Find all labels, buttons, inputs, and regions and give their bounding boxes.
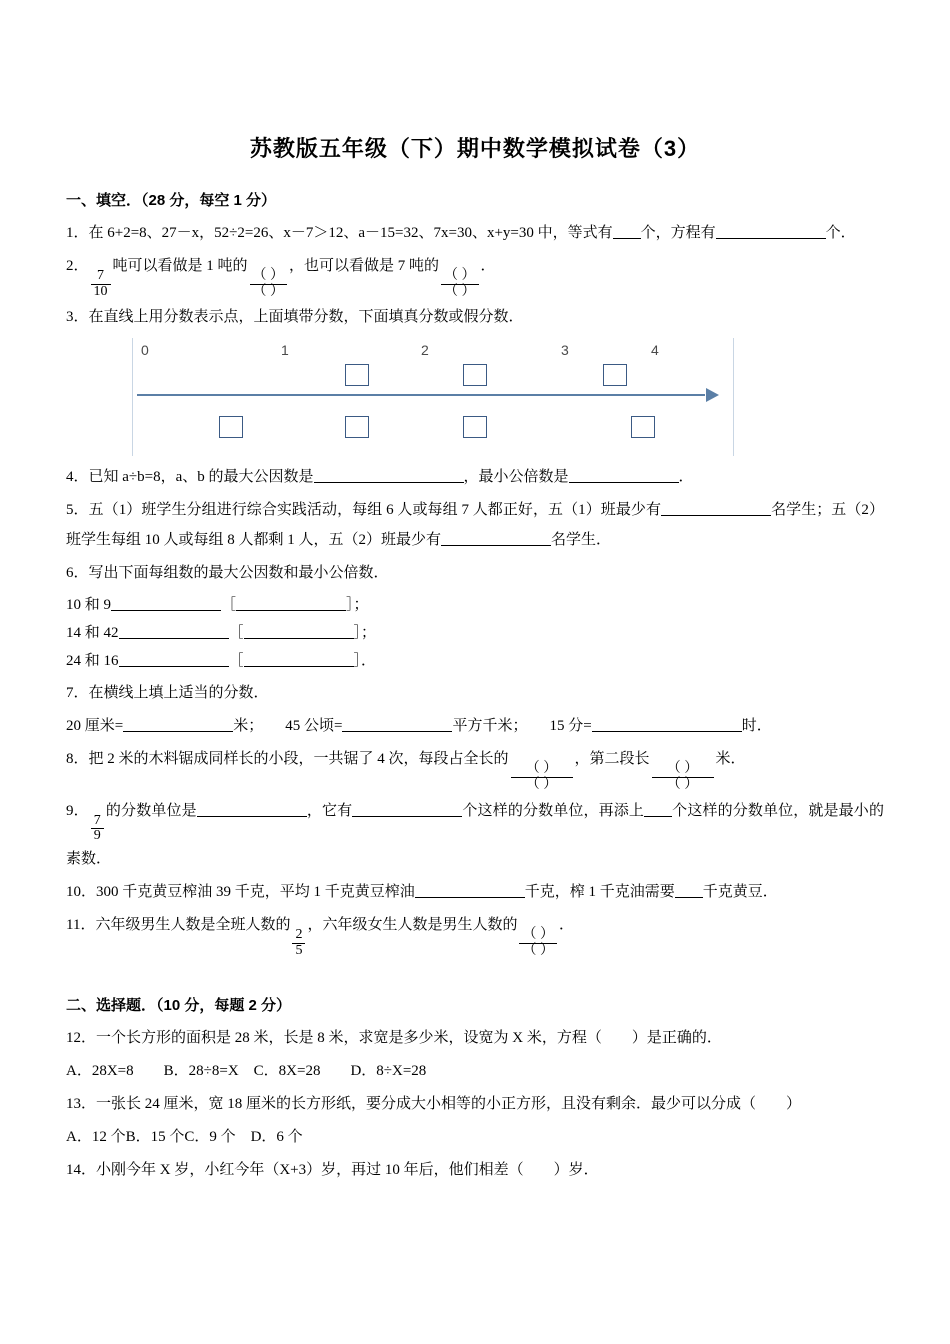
number-line-figure bbox=[132, 338, 734, 456]
number-line-axis bbox=[137, 394, 705, 396]
question-11-number: 11． bbox=[66, 917, 96, 934]
question-7-text: 在横线上填上适当的分数． bbox=[88, 685, 269, 702]
question-1-number: 1． bbox=[66, 225, 89, 241]
question-14-text: 小刚今年 X 岁，小红今年（X+3）岁，再过 10 年后，他们相差（ ）岁． bbox=[96, 1161, 599, 1178]
question-7-unit-c-tail: 时． bbox=[741, 718, 772, 735]
answer-blank[interactable] bbox=[613, 223, 641, 239]
fraction-answer-box[interactable]: $\frac{( )}{( )}$ bbox=[652, 762, 714, 792]
question-4-text-c: ． bbox=[678, 469, 694, 486]
question-7-unit-a: 20 厘米= bbox=[66, 718, 124, 735]
answer-blank[interactable] bbox=[342, 716, 452, 732]
question-11-text-b: ，六年级女生人数是男生人数的 bbox=[307, 917, 518, 934]
number-line-box-bottom[interactable] bbox=[631, 416, 655, 438]
question-2-text-a: 吨可以看做是 1 吨的 bbox=[112, 258, 248, 274]
answer-blank[interactable] bbox=[197, 801, 307, 817]
question-7-number: 7． bbox=[66, 685, 89, 702]
question-6-pair-3: 24 和 16 bbox=[66, 653, 119, 670]
fraction-2-5: $\frac{2}{5}$ bbox=[292, 928, 305, 958]
question-6-line-3: 24 和 16 ［ ］． bbox=[66, 653, 377, 670]
question-9-text-a: 的分数单位是 bbox=[105, 802, 197, 819]
question-6-number: 6． bbox=[66, 565, 89, 582]
question-2-number: 2． bbox=[66, 258, 89, 274]
number-line-labels bbox=[133, 342, 733, 364]
question-8-text-a: 把 2 米的木料锯成同样长的小段，一共锯了 4 次，每段占全长的 bbox=[88, 751, 509, 768]
number-line-box-bottom[interactable] bbox=[219, 416, 243, 438]
question-2-text-b: ，也可以看做是 7 吨的 bbox=[289, 258, 440, 274]
number-line-label-4: 4 bbox=[651, 342, 659, 359]
answer-blank-gcd[interactable] bbox=[111, 595, 221, 611]
question-9-number: 9． bbox=[66, 802, 89, 819]
answer-blank-lcm[interactable] bbox=[244, 651, 354, 667]
question-11-text-a: 六年级男生人数是全班人数的 bbox=[95, 917, 291, 934]
question-14 bbox=[66, 1155, 884, 1185]
question-13-number: 13． bbox=[66, 1095, 97, 1112]
answer-blank-lcm[interactable] bbox=[236, 595, 346, 611]
question-6-tail-1: ； bbox=[353, 597, 369, 614]
question-6-pair-1: 10 和 9 bbox=[66, 597, 112, 614]
question-5-number: 5． bbox=[66, 502, 89, 519]
fraction-answer-box[interactable]: $\frac{( )}{( )}$ bbox=[441, 269, 479, 299]
number-line-arrow-icon bbox=[706, 388, 719, 402]
number-line-box-top[interactable] bbox=[463, 364, 487, 386]
section-heading-multiple-choice: 二、选择题．（10 分，每题 2 分） bbox=[66, 996, 292, 1014]
fraction-answer-box[interactable]: $\frac{( )}{( )}$ bbox=[511, 762, 573, 792]
fraction-7-10: $\frac{7}{10}$ bbox=[91, 269, 111, 299]
question-5-text-b: 名学生；五（2）班学生每组 10 人或每组 8 人都剩 1 人，五（2）班最少有 bbox=[66, 502, 884, 549]
question-6-pair-2: 14 和 42 bbox=[66, 625, 119, 642]
answer-blank-gcd[interactable] bbox=[119, 623, 229, 639]
number-line-label-3: 3 bbox=[561, 342, 569, 359]
question-5-text-a: 五（1）班学生分组进行综合实践活动，每组 6 人或每组 7 人都正好，五（1）班最少有 bbox=[88, 502, 662, 519]
question-10-text-c: 千克黄豆． bbox=[702, 884, 778, 901]
question-8-number: 8． bbox=[66, 751, 89, 768]
question-3-text: 在直线上用分数表示点，上面填带分数，下面填真分数或假分数． bbox=[88, 309, 524, 326]
question-4-text-b: ，最小公倍数是 bbox=[463, 469, 569, 486]
number-line-box-top[interactable] bbox=[603, 364, 627, 386]
question-12-number: 12． bbox=[66, 1029, 97, 1046]
question-11-text-c: ． bbox=[558, 917, 574, 934]
question-10-text-a: 300 千克黄豆榨油 39 千克，平均 1 千克黄豆榨油 bbox=[96, 884, 415, 901]
answer-blank[interactable] bbox=[644, 801, 672, 817]
answer-blank[interactable] bbox=[314, 467, 464, 483]
question-6-tail-2: ； bbox=[361, 625, 377, 642]
question-6 bbox=[66, 558, 884, 588]
question-4 bbox=[66, 462, 884, 492]
question-8-text-c: 米． bbox=[715, 751, 746, 768]
question-7-unit-b: 45 公顷= bbox=[285, 718, 343, 735]
question-1-text-c: 个． bbox=[825, 225, 856, 241]
question-10-text-b: 千克，榨 1 千克油需要 bbox=[524, 884, 675, 901]
question-1 bbox=[66, 218, 884, 248]
question-12-options[interactable]: A．28X=8 B．28÷8=X C．8X=28 D．8÷X=28 bbox=[66, 1062, 427, 1079]
question-1-text-a: 在 6+2=8、27－x，52÷2=26、x－7＞12、a－15=32、7x=30、x+y=30 中，等式有 bbox=[88, 225, 613, 241]
question-9-text-d: 个这样的分数单位，就是最小的素数． bbox=[66, 802, 884, 868]
question-13-text: 一张长 24 厘米，宽 18 厘米的长方形纸，要分成大小相等的小正方形，且没有剩余．最少可以分成（ ） bbox=[96, 1095, 802, 1112]
question-8 bbox=[66, 744, 884, 792]
question-10 bbox=[66, 877, 884, 907]
question-10-number: 10． bbox=[66, 884, 97, 901]
question-11 bbox=[66, 910, 884, 958]
question-12 bbox=[66, 1023, 884, 1053]
question-8-text-b: ，第二段长 bbox=[574, 751, 650, 768]
question-4-number: 4． bbox=[66, 469, 89, 486]
page-title: 苏教版五年级（下）期中数学模拟试卷（3） bbox=[249, 136, 701, 161]
answer-blank-gcd[interactable] bbox=[119, 651, 229, 667]
answer-blank[interactable] bbox=[675, 882, 703, 898]
number-line-box-bottom[interactable] bbox=[463, 416, 487, 438]
number-line-label-2: 2 bbox=[421, 342, 429, 359]
question-5 bbox=[66, 495, 884, 555]
question-6-text: 写出下面每组数的最大公因数和最小公倍数． bbox=[88, 565, 389, 582]
question-6-line-2: 14 和 42 ［ ］； bbox=[66, 625, 377, 642]
fraction-answer-box[interactable]: $\frac{( )}{( )}$ bbox=[250, 269, 288, 299]
answer-blank[interactable] bbox=[415, 882, 525, 898]
question-2 bbox=[66, 251, 884, 299]
question-12-text: 一个长方形的面积是 28 米，长是 8 米，求宽是多少米，设宽为 X 米，方程（ ）是正确的． bbox=[96, 1029, 722, 1046]
answer-blank[interactable] bbox=[352, 801, 462, 817]
number-line-label-0: 0 bbox=[141, 342, 149, 359]
answer-blank[interactable] bbox=[716, 223, 826, 239]
answer-blank[interactable] bbox=[592, 716, 742, 732]
question-13-options[interactable]: A．12 个B．15 个C．9 个 D．6 个 bbox=[66, 1128, 303, 1145]
question-6-tail-3: ． bbox=[361, 653, 377, 670]
question-7-unit-a-tail: 米； bbox=[233, 718, 264, 735]
question-1-text-b: 个，方程有 bbox=[640, 225, 716, 241]
fraction-answer-box[interactable]: $\frac{( )}{( )}$ bbox=[519, 928, 557, 958]
question-7-subline bbox=[66, 711, 884, 741]
number-line-box-top[interactable] bbox=[345, 364, 369, 386]
answer-blank[interactable] bbox=[661, 500, 771, 516]
question-3 bbox=[66, 302, 884, 332]
fraction-7-9: $\frac{7}{9}$ bbox=[91, 814, 104, 844]
section-heading-fill-blank: 一、填空．（28 分，每空 1 分） bbox=[66, 192, 277, 209]
question-9-text-c: 个这样的分数单位，再添上 bbox=[462, 802, 645, 819]
answer-blank[interactable] bbox=[569, 467, 679, 483]
question-9-text-b: ，它有 bbox=[306, 802, 353, 819]
question-7-unit-c: 15 分= bbox=[549, 718, 592, 735]
answer-blank[interactable] bbox=[441, 530, 551, 546]
question-2-text-c: ． bbox=[480, 258, 496, 274]
number-line-box-bottom[interactable] bbox=[345, 416, 369, 438]
question-3-number: 3． bbox=[66, 309, 89, 326]
question-9 bbox=[66, 796, 884, 874]
question-4-text-a: 已知 a÷b=8，a、b 的最大公因数是 bbox=[88, 469, 314, 486]
question-7 bbox=[66, 678, 884, 708]
number-line-label-1: 1 bbox=[281, 342, 289, 359]
question-13 bbox=[66, 1089, 884, 1119]
question-5-text-c: 名学生． bbox=[551, 532, 612, 549]
answer-blank[interactable] bbox=[123, 716, 233, 732]
answer-blank-lcm[interactable] bbox=[244, 623, 354, 639]
question-7-unit-b-tail: 平方千米； bbox=[452, 718, 528, 735]
question-6-line-1: 10 和 9 ［ ］； bbox=[66, 597, 369, 614]
question-14-number: 14． bbox=[66, 1161, 97, 1178]
